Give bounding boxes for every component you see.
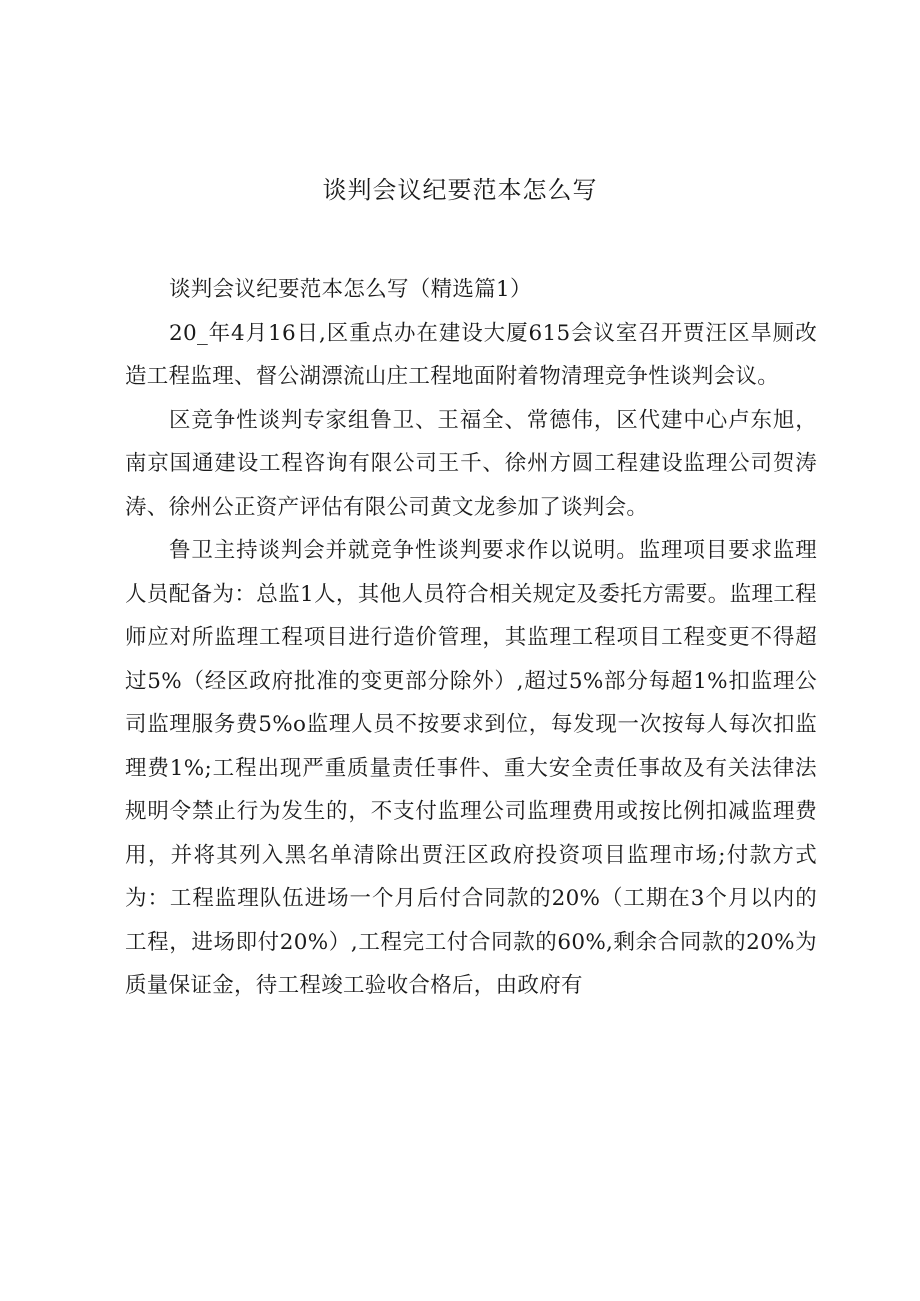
document-title: 谈判会议纪要范本怎么写 xyxy=(322,176,598,204)
paragraph-meeting-info: 20_年4月16日,区重点办在建设大厦615会议室召开贾汪区旱厕改造工程监理、督公湖漂流山庄工程地面附着物清理竞争性谈判会议。 xyxy=(125,320,817,389)
paragraph-heading: 谈判会议纪要范本怎么写（精选篇1） xyxy=(169,277,532,302)
paragraph-attendees: 区竞争性谈判专家组鲁卫、王福全、常德伟，区代建中心卢东旭，南京国通建设工程咨询有限公司王千、徐州方圆工程建设监理公司贺涛涛、徐州公正资产评估有限公司黄文龙参加了谈判会。 xyxy=(125,407,817,520)
paragraph-requirements: 鲁卫主持谈判会并就竞争性谈判要求作以说明。监理项目要求监理人员配备为：总监1人，其他人员符合相关规定及委托方需要。监理工程师应对所监理工程项目进行造价管理，其监理工程项目工程变更不得超过5%（经区政府批准的变更部分除外）,超过5%部分每超1%扣监理公司监理服务费5%o监理人员不按要求到位，每发现一次按每人每次扣监理费1%;工程出现严重质量责任事件、重大安全责任事故及有关法律法规明令禁止行为发生的，不支付监理公司监理费用或按比例扣减监理费用，并将其列入黑名单清除出贾汪区政府投资项目监理市场;付款方式为：工程监理队伍进场一个月后付合同款的20%（工期在3个月以内的工程，进场即付20%）,工程完工付合同款的60%,剩余合同款的20%为质量保证金，待工程竣工验收合格后，由政府有 xyxy=(125,538,817,998)
document-body xyxy=(125,268,817,1008)
